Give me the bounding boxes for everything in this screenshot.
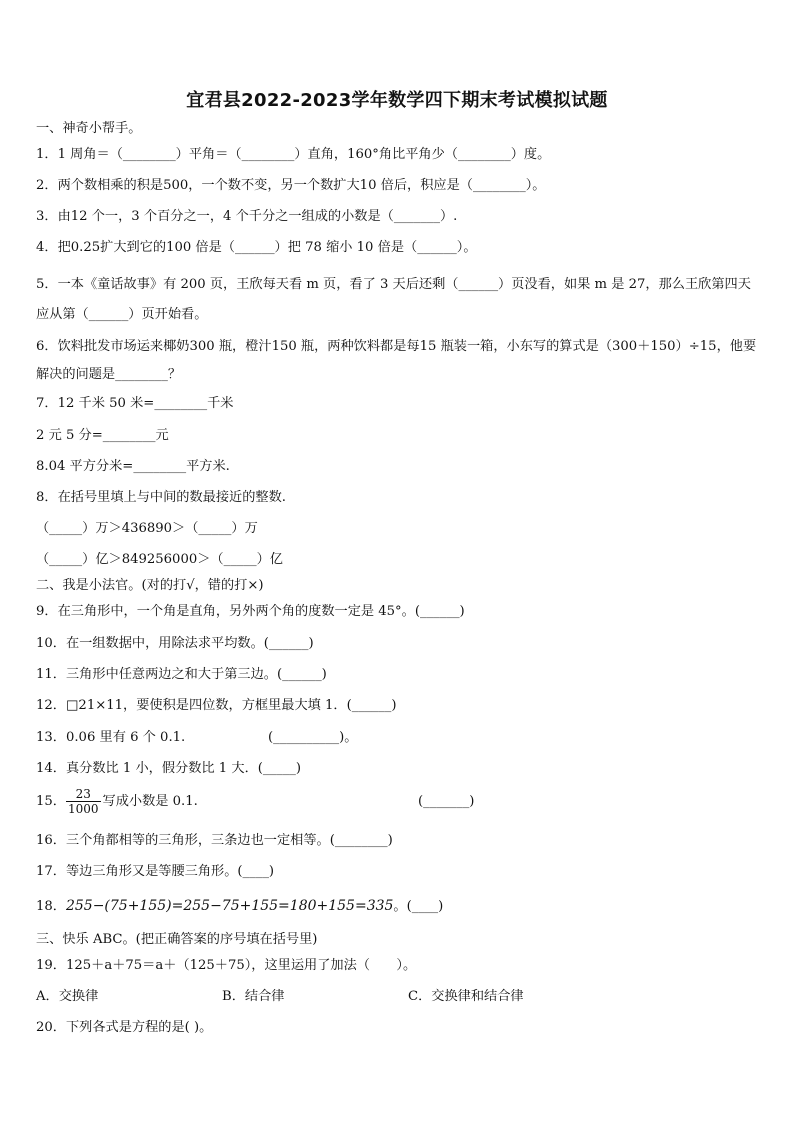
question-1: 1．1 周角＝（________）平角＝（________）直角，160°角比平角少（________）度。 bbox=[36, 147, 551, 162]
question-9: 9．在三角形中，一个角是直角，另外两个角的度数一定是 45°。(______) bbox=[36, 604, 465, 619]
fraction-numerator: 23 bbox=[66, 787, 101, 802]
question-7b: 2 元 5 分=________元 bbox=[36, 428, 169, 443]
question-4: 4．把0.25扩大到它的100 倍是（______）把 78 缩小 10 倍是（______）。 bbox=[36, 240, 477, 255]
question-6: 6．饮料批发市场运来椰奶300 瓶，橙汁150 瓶，两种饮料都是每15 瓶装一箱，小东写的算式是（300＋150）÷15，他要解决的问题是________？ bbox=[36, 339, 757, 382]
question-2: 2．两个数相乘的积是500，一个数不变，另一个数扩大10 倍后，积应是（________）。 bbox=[36, 178, 546, 193]
question-15 bbox=[36, 784, 760, 820]
question-12: 12．□21×11，要使积是四位数，方框里最大填 1．(______) bbox=[36, 698, 397, 713]
choice-b: B．结合律 bbox=[222, 989, 285, 1004]
question-7c: 8.04 平方分米=________平方米. bbox=[36, 459, 230, 474]
question-10: 10．在一组数据中，用除法求平均数。(______) bbox=[36, 636, 314, 651]
question-15-number: 15． bbox=[36, 794, 66, 809]
choice-a: A．交换律 bbox=[36, 989, 99, 1004]
question-17: 17．等边三角形又是等腰三角形。(____) bbox=[36, 864, 275, 879]
question-19: 19．125＋a＋75＝a＋（125＋75），这里运用了加法（ ）。 bbox=[36, 958, 417, 973]
question-7a: 7．12 千米 50 米=________千米 bbox=[36, 396, 234, 411]
question-15-blank: (_______) bbox=[418, 794, 475, 809]
question-16: 16．三个角都相等的三角形，三条边也一定相等。(________) bbox=[36, 833, 393, 848]
question-18-number: 18． bbox=[36, 899, 66, 914]
choice-c: C．交换律和结合律 bbox=[408, 989, 524, 1004]
fraction bbox=[66, 787, 101, 816]
section-heading-1: 一、神奇小帮手。 bbox=[36, 121, 142, 136]
question-18-blank: 。(____) bbox=[393, 899, 444, 914]
question-18-expression: 255−(75+155)=255−75+155=180+155=335 bbox=[65, 898, 394, 914]
question-20: 20．下列各式是方程的是( )。 bbox=[36, 1020, 213, 1035]
question-8a: （_____）万＞436890＞（_____）万 bbox=[36, 521, 258, 536]
section-heading-3: 三、快乐 ABC。(把正确答案的序号填在括号里) bbox=[36, 932, 318, 947]
question-5: 5．一本《童话故事》有 200 页，王欣每天看 m 页，看了 3 天后还剩（______）页没看，如果 m 是 27，那么王欣第四天应从第（______）页开始看。 bbox=[36, 277, 751, 322]
question-14: 14．真分数比 1 小，假分数比 1 大．(_____) bbox=[36, 761, 302, 776]
question-15-text: 写成小数是 0.1. bbox=[102, 794, 198, 809]
question-11: 11．三角形中任意两边之和大于第三边。(______) bbox=[36, 667, 327, 682]
question-8b: （_____）亿＞849256000＞（_____）亿 bbox=[36, 552, 283, 567]
question-13 bbox=[36, 729, 760, 747]
fraction-denominator: 1000 bbox=[67, 802, 99, 816]
question-8: 8．在括号里填上与中间的数最接近的整数. bbox=[36, 490, 286, 505]
page-title: 宜君县2022-2023学年数学四下期末考试模拟试题 bbox=[186, 90, 608, 111]
question-18 bbox=[36, 897, 760, 916]
section-heading-2: 二、我是小法官。(对的打√，错的打×) bbox=[36, 578, 264, 593]
question-3: 3．由12 个一，3 个百分之一，4 个千分之一组成的小数是（_______）. bbox=[36, 209, 458, 224]
question-13-text: 13．0.06 里有 6 个 0.1. bbox=[36, 730, 186, 745]
question-13-blank: (__________)。 bbox=[268, 730, 358, 745]
